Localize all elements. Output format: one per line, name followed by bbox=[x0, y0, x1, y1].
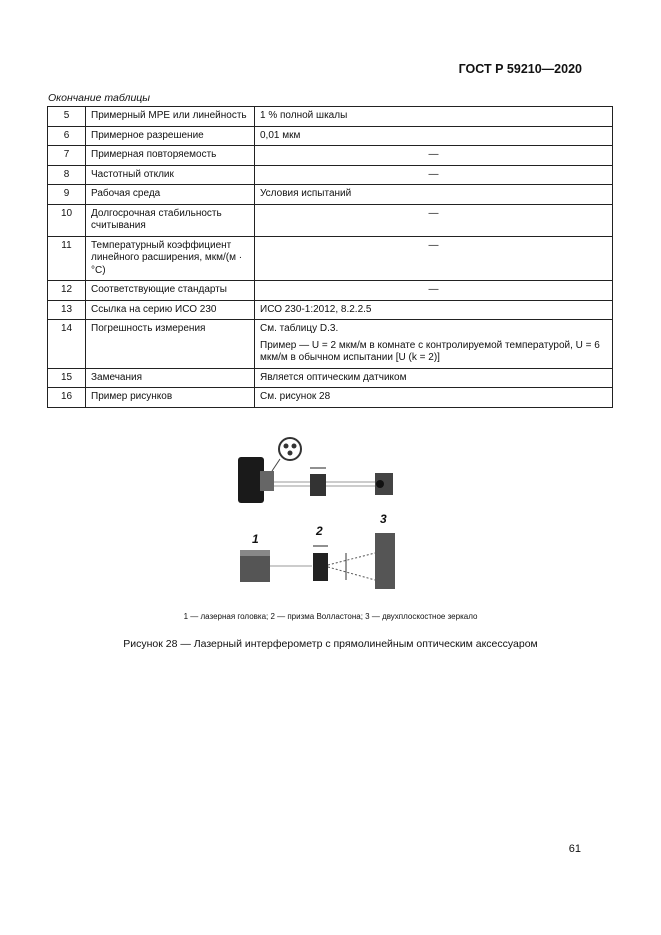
wollaston-prism-top bbox=[310, 474, 326, 496]
row-number: 9 bbox=[48, 185, 86, 205]
parameter-name: Долгосрочная стабильность считывания bbox=[86, 204, 255, 236]
value-line: 0,01 мкм bbox=[260, 129, 301, 141]
parameter-value bbox=[255, 281, 613, 301]
parameter-name: Примерный MPE или линейность bbox=[86, 107, 255, 127]
row-number: 13 bbox=[48, 300, 86, 320]
parameter-value bbox=[255, 388, 613, 408]
table-row bbox=[48, 236, 613, 281]
value-line: Условия испытаний bbox=[260, 188, 352, 199]
value-line: — bbox=[428, 284, 439, 295]
document-header: ГОСТ Р 59210—2020 bbox=[458, 62, 582, 76]
interferometer-figure bbox=[230, 435, 410, 590]
table-row bbox=[48, 388, 613, 408]
table-row bbox=[48, 185, 613, 205]
page-number: 61 bbox=[568, 843, 581, 855]
value-line: 1 % полной шкалы bbox=[260, 110, 348, 121]
parameter-name: Соответствующие стандарты bbox=[86, 281, 255, 301]
table-row bbox=[48, 146, 613, 166]
parameter-name: Замечания bbox=[86, 368, 255, 388]
parameter-name: Пример рисунков bbox=[86, 388, 255, 408]
table-row bbox=[48, 204, 613, 236]
parameter-name: Температурный коэффициент линейного расширения, мкм/(м · °С) bbox=[86, 236, 255, 281]
value-line: См. таблицу D.3. bbox=[260, 323, 339, 334]
table-row bbox=[48, 320, 613, 369]
value-line: ИСО 230-1:2012, 8.2.2.5 bbox=[260, 303, 372, 315]
parameter-name: Примерная повторяемость bbox=[86, 146, 255, 166]
table-row bbox=[48, 165, 613, 185]
spec-table bbox=[47, 106, 613, 408]
row-number: 7 bbox=[48, 146, 86, 166]
value-line: — bbox=[428, 207, 439, 219]
parameter-value bbox=[255, 165, 613, 185]
callout-2: 2 bbox=[316, 524, 323, 538]
table-row bbox=[48, 126, 613, 146]
value-line: — bbox=[428, 168, 439, 180]
row-number: 8 bbox=[48, 165, 86, 185]
value-line: Пример — U = 2 мкм/м в комнате с контролируемой температурой, U = 6 мкм/м в обычном испытании [U (k = 2)] bbox=[260, 339, 600, 363]
parameter-name: Частотный отклик bbox=[86, 165, 255, 185]
row-number: 11 bbox=[48, 236, 86, 281]
two-plane-mirror bbox=[375, 533, 395, 589]
parameter-value bbox=[255, 204, 613, 236]
parameter-value bbox=[255, 185, 613, 205]
parameter-name: Ссылка на серию ИСО 230 bbox=[86, 300, 255, 320]
laser-nose-top bbox=[260, 471, 274, 491]
value-line: — bbox=[428, 149, 439, 160]
row-number: 15 bbox=[48, 368, 86, 388]
parameter-value bbox=[255, 368, 613, 388]
table-row bbox=[48, 368, 613, 388]
row-number: 16 bbox=[48, 388, 86, 408]
parameter-value bbox=[255, 300, 613, 320]
parameter-name: Погрешность измерения bbox=[86, 320, 255, 369]
parameter-value bbox=[255, 146, 613, 166]
row-number: 6 bbox=[48, 126, 86, 146]
parameter-value bbox=[255, 107, 613, 127]
row-number: 10 bbox=[48, 204, 86, 236]
table-row bbox=[48, 107, 613, 127]
value-line: См. рисунок 28 bbox=[260, 391, 331, 402]
row-number: 12 bbox=[48, 281, 86, 301]
table-row bbox=[48, 281, 613, 301]
aperture-detail-circle bbox=[279, 438, 301, 460]
callout-1: 1 bbox=[252, 532, 259, 546]
parameter-value bbox=[255, 126, 613, 146]
callout-3: 3 bbox=[380, 512, 387, 526]
parameter-name: Примерное разрешение bbox=[86, 126, 255, 146]
top-assembly bbox=[238, 438, 393, 503]
row-number: 5 bbox=[48, 107, 86, 127]
table-row bbox=[48, 300, 613, 320]
wollaston-prism bbox=[313, 553, 328, 581]
value-line: — bbox=[428, 239, 439, 251]
row-number: 14 bbox=[48, 320, 86, 369]
value-line: Является оптическим датчиком bbox=[260, 371, 407, 383]
parameter-value bbox=[255, 236, 613, 281]
figure-title: Рисунок 28 — Лазерный интерферометр с прямолинейным оптическим аксессуаром bbox=[123, 638, 538, 650]
figure-legend: 1 — лазерная головка; 2 — призма Волластона; 3 — двухплоскостное зеркало bbox=[183, 612, 478, 621]
parameter-name: Рабочая среда bbox=[86, 185, 255, 205]
bottom-assembly bbox=[240, 512, 395, 589]
parameter-value bbox=[255, 320, 613, 369]
table-caption: Окончание таблицы bbox=[48, 92, 151, 104]
